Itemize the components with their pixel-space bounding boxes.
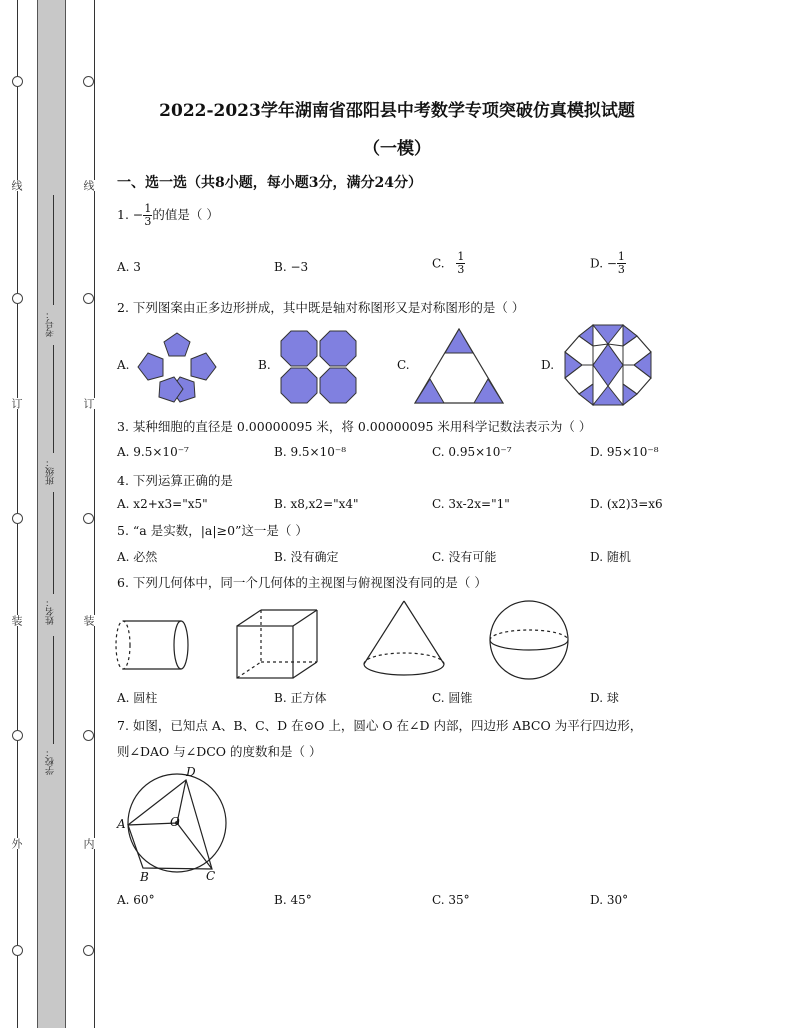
question-number: 1. — [117, 207, 129, 222]
point-label-b: B — [140, 870, 149, 884]
class-line[interactable] — [53, 345, 54, 453]
option-a[interactable]: A. 必然 — [117, 550, 158, 564]
binding-hole — [12, 730, 23, 741]
option-d[interactable]: D. − $\frac{1}{3}$ — [590, 250, 625, 276]
option-d[interactable]: D. (x2)3=x6 — [590, 497, 663, 511]
binding-hole — [12, 76, 23, 87]
binding-hole — [83, 76, 94, 87]
binding-hole — [83, 293, 94, 304]
dodecagon-tiling-figure — [562, 322, 654, 408]
option-a[interactable]: A. — [117, 358, 130, 372]
binding-char: 线 — [82, 180, 95, 191]
binding-char: 装 — [10, 615, 23, 626]
option-a[interactable]: A. 圆柱 — [117, 691, 158, 705]
option-c[interactable]: C. 圆锥 — [432, 691, 473, 705]
question-7-line-2: 则∠DAO 与∠DCO 的度数和是（ ） — [117, 744, 322, 759]
binding-hole — [83, 945, 94, 956]
question-3: 3. 某种细胞的直径是 0.00000095 米，将 0.00000095 米用科学记数法表示为（ ） — [117, 419, 592, 434]
option-d[interactable]: D. — [541, 358, 555, 372]
option-c[interactable]: C. 35° — [432, 893, 470, 907]
sphere-figure — [487, 598, 571, 682]
binding-char: 线 — [10, 180, 23, 191]
binding-char: 外 — [10, 838, 23, 849]
binding-hole — [12, 513, 23, 524]
option-a[interactable]: A. 60° — [117, 893, 155, 907]
question-5: 5. “a 是实数，|a|≥0”这一是（ ） — [117, 523, 308, 538]
option-c[interactable]: C. $\frac{1}{3}$ — [432, 250, 465, 276]
question-1 — [117, 203, 219, 228]
option-c[interactable]: C. 3x-2x="1" — [432, 497, 510, 511]
school-line[interactable] — [53, 636, 54, 744]
question-text: 的值是（ ） — [152, 207, 219, 222]
option-b[interactable]: B. 9.5×10⁻⁸ — [274, 445, 346, 459]
exam-number-line[interactable] — [53, 195, 54, 305]
point-label-c: C — [206, 869, 216, 883]
cylinder-figure — [112, 615, 192, 675]
binding-hole — [83, 513, 94, 524]
point-label-o: O — [170, 815, 180, 829]
octagon-square-figure — [280, 330, 358, 404]
question-6: 6. 下列几何体中，同一个几何体的主视图与俯视图没有同的是（ ） — [117, 575, 487, 590]
option-a[interactable]: A. x2+x3="x5" — [117, 497, 208, 511]
point-label-d: D — [186, 765, 196, 779]
school-label: 学校： — [46, 748, 56, 775]
page-title: 2022-2023学年湖南省邵阳县中考数学专项突破仿真模拟试题 — [159, 101, 635, 121]
option-c[interactable]: C. 没有可能 — [432, 550, 497, 564]
option-b[interactable]: B. 没有确定 — [274, 550, 339, 564]
option-b[interactable]: B. x8,x2="x4" — [274, 497, 359, 511]
cube-figure — [234, 608, 320, 680]
option-d[interactable]: D. 随机 — [590, 550, 631, 564]
question-4: 4. 下列运算正确的是 — [117, 473, 233, 488]
triangle-hexagon-figure — [413, 327, 505, 405]
page-subtitle: （一模） — [363, 139, 431, 159]
exam-number-label: 考号： — [46, 310, 56, 337]
option-d[interactable]: D. 95×10⁻⁸ — [590, 445, 659, 459]
binding-char: 订 — [10, 398, 23, 409]
name-label: 姓名： — [46, 598, 56, 625]
option-b[interactable]: B. −3 — [274, 260, 309, 274]
question-7-line-1: 7. 如图，已知点 A、B、C、D 在⊙O 上，圆心 O 在∠D 内部，四边形 ABCO 为平行四边形， — [117, 718, 643, 733]
binding-hole — [83, 730, 94, 741]
point-label-a: A — [117, 817, 126, 831]
cone-figure — [360, 598, 448, 680]
option-d[interactable]: D. 30° — [590, 893, 629, 907]
binding-char: 装 — [82, 615, 95, 626]
minus-sign: − — [132, 207, 144, 222]
circle-quadrilateral-figure — [114, 764, 234, 886]
binding-hole — [12, 293, 23, 304]
binding-char: 订 — [82, 398, 95, 409]
option-b[interactable]: B. 正方体 — [274, 691, 327, 705]
option-c[interactable]: C. — [397, 358, 410, 372]
name-line[interactable] — [53, 492, 54, 594]
section-heading: 一、选一选（共8小题，每小题3分，满分24分） — [117, 175, 422, 191]
option-c[interactable]: C. 0.95×10⁻⁷ — [432, 445, 512, 459]
option-b[interactable]: B. — [258, 358, 271, 372]
option-b[interactable]: B. 45° — [274, 893, 312, 907]
pentagon-ring-figure — [132, 327, 222, 407]
option-a[interactable]: A. 3 — [117, 260, 141, 274]
question-2: 2. 下列图案由正多边形拼成，其中既是轴对称图形又是对称图形的是（ ） — [117, 300, 525, 315]
option-d[interactable]: D. 球 — [590, 691, 619, 705]
fraction: $\frac{1}{3}$ — [144, 202, 152, 228]
binding-hole — [12, 945, 23, 956]
binding-char: 内 — [82, 838, 95, 849]
class-label: 班级： — [46, 458, 56, 485]
option-a[interactable]: A. 9.5×10⁻⁷ — [117, 445, 189, 459]
